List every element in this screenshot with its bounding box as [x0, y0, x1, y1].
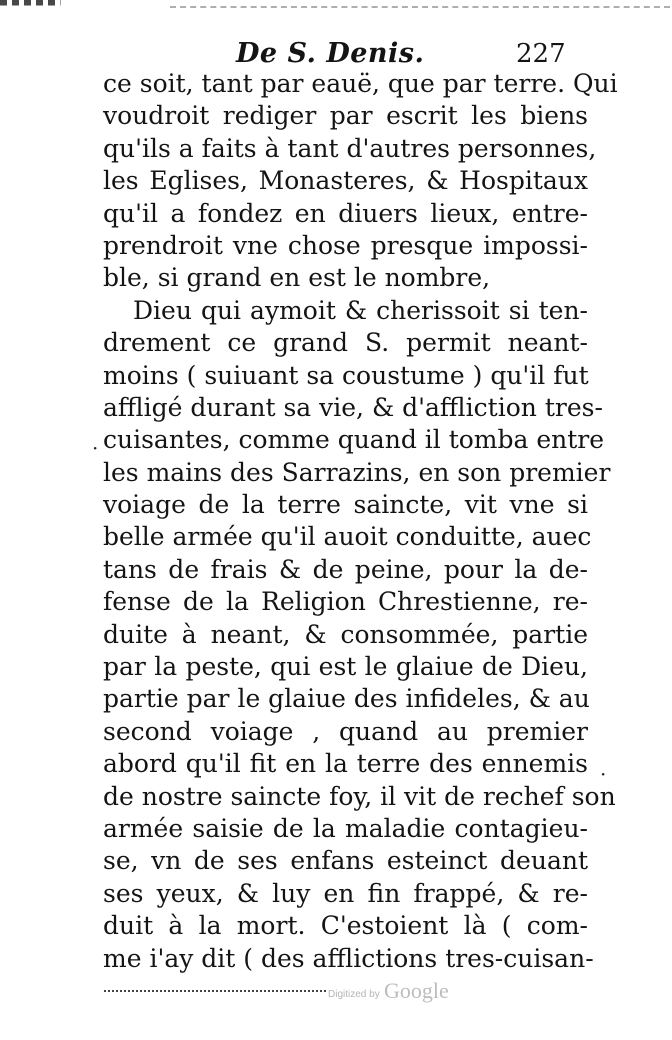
body-text: [103, 68, 618, 975]
text-line: drement ce grand S. permit neant-: [103, 328, 588, 358]
text-line: se, vn de ses enfans esteinct deuant: [103, 846, 588, 876]
text-line: ses yeux, & luy en fin frappé, & re-: [103, 878, 588, 908]
text-line: cuisantes, comme quand il tomba entre: [103, 425, 605, 455]
text-line: qu'il a fondez en diuers lieux, entre-: [103, 198, 588, 228]
page-header: [0, 38, 672, 72]
text-line: ble, si grand en est le nombre,: [103, 263, 491, 293]
text-line: les Eglises, Monasteres, & Hospitaux: [103, 166, 588, 196]
running-head: De S. Denis.: [236, 38, 425, 69]
text-line: fense de la Religion Chrestienne, re-: [103, 587, 588, 617]
text-line: affligé durant sa vie, & d'affliction tres-: [103, 392, 603, 422]
footer-rule: [104, 990, 326, 992]
text-line: duit à la mort. C'estoient là ( com-: [103, 911, 588, 941]
google-watermark: Google: [384, 978, 449, 1003]
text-line: armée saisie de la maladie contagieu-: [103, 813, 588, 843]
text-line: voudroit rediger par escrit les biens: [103, 101, 588, 131]
text-line: qu'ils a faits à tant d'autres personnes,: [103, 133, 597, 163]
text-line: moins ( suiuant sa coustume ) qu'il fut: [103, 360, 589, 390]
text-line: de nostre saincte foy, il vit de rechef son: [103, 781, 616, 811]
top-edge-scan-noise: [0, 0, 672, 22]
digitized-by-label: Digitized by: [328, 989, 380, 1000]
text-line: partie par le glaiue des infideles, & au: [103, 684, 590, 714]
top-edge-rule: [170, 6, 670, 10]
text-line: Dieu qui aymoit & cherissoit si ten-: [133, 295, 588, 325]
page-number: 227: [516, 39, 566, 69]
text-line: tans de frais & de peine, pour la de-: [103, 554, 588, 584]
margin-dot: ·: [92, 436, 99, 460]
text-line: par la peste, qui est le glaiue de Dieu,: [103, 652, 588, 682]
text-line: me i'ay dit ( des afflictions tres-cuisan-: [103, 943, 594, 973]
text-line: belle armée qu'il auoit conduitte, auec: [103, 522, 592, 552]
scan-footer: [104, 978, 574, 1010]
text-line: ce soit, tant par eauë, que par terre. Qui: [103, 69, 618, 98]
text-line: voiage de la terre saincte, vit vne si: [103, 490, 588, 520]
text-line: duite à neant, & consommée, partie: [103, 619, 588, 649]
text-line: second voiage , quand au premier: [103, 716, 588, 746]
margin-dot: ·: [600, 762, 607, 786]
text-line: prendroit vne chose presque impossi-: [103, 230, 588, 260]
text-line: les mains des Sarrazins, en son premier: [103, 457, 611, 487]
text-line: abord qu'il fit en la terre des ennemis: [103, 749, 588, 779]
